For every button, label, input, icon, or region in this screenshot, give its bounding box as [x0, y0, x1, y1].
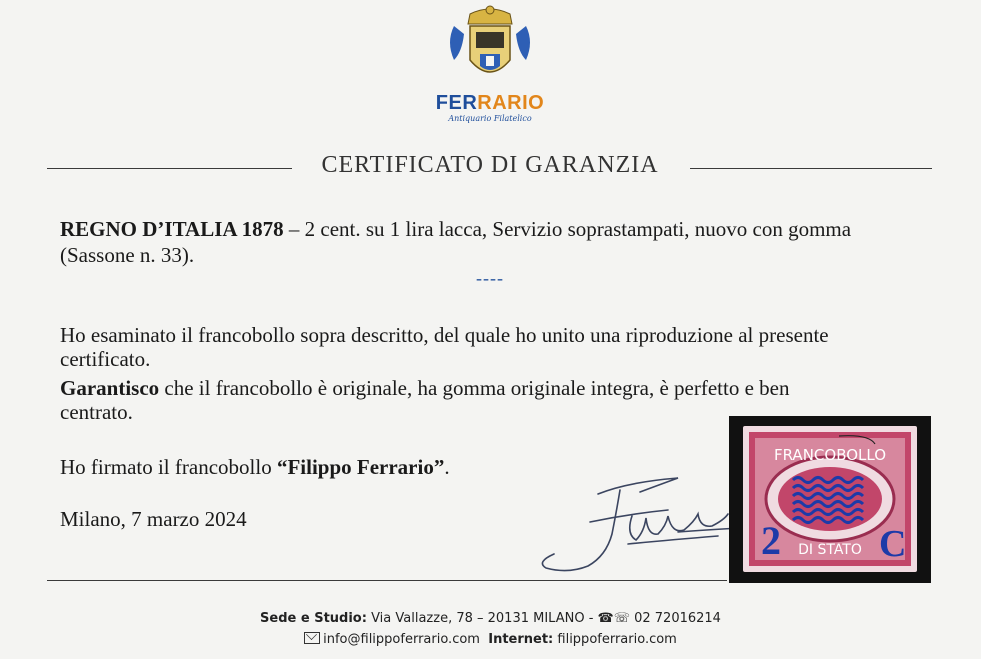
item-description: REGNO D’ITALIA 1878 – 2 cent. su 1 lira lacca, Servizio soprastampati, nuovo con gomma: [60, 217, 852, 241]
stamp-overprint-c: C: [879, 523, 907, 565]
envelope-icon: [304, 632, 320, 644]
footer-website[interactable]: filippoferrario.com: [553, 632, 677, 647]
guarantee-line-2: centrato.: [60, 400, 133, 424]
place-date: Milano, 7 marzo 2024: [60, 507, 247, 531]
stamp-bottom-text: DI STATO: [798, 542, 862, 558]
title-rule-right: [690, 168, 932, 169]
item-catalogue-ref: (Sassone n. 33).: [60, 243, 195, 267]
stamp-top-text: FRANCOBOLLO: [773, 446, 887, 464]
footer-address: Sede e Studio: Via Vallazze, 78 – 20131 MILANO - ☎☏ 02 72016214: [260, 611, 721, 626]
title-rule-left: [47, 168, 292, 169]
guarantee-line-1: Garantisco che il francobollo è originale, ha gomma originale integra, è perfetto e ben: [60, 376, 790, 400]
footer-email[interactable]: info@filippoferrario.com: [323, 632, 480, 647]
signed-statement: Ho firmato il francobollo “Filippo Ferrario”.: [60, 455, 450, 479]
exam-line-1: Ho esaminato il francobollo sopra descritto, del quale ho unito una riproduzione al presente: [60, 323, 829, 347]
brand-subtitle: Antiquario Filatelico: [448, 114, 532, 123]
exam-line-2: certificato.: [60, 347, 151, 371]
handwritten-signature: [528, 470, 748, 578]
stamp-image: [729, 416, 931, 583]
brand-name: FERRARIO: [435, 92, 545, 114]
footer-contacts: info@filippoferrario.com Internet: filippoferrario.com: [0, 632, 981, 647]
stamp-overprint-number: 2: [761, 518, 781, 563]
separator: ----: [476, 268, 504, 288]
footer-rule: [47, 580, 727, 581]
certificate-title: CERTIFICATO DI GARANZIA: [321, 152, 659, 178]
crest-logo: [440, 4, 540, 88]
